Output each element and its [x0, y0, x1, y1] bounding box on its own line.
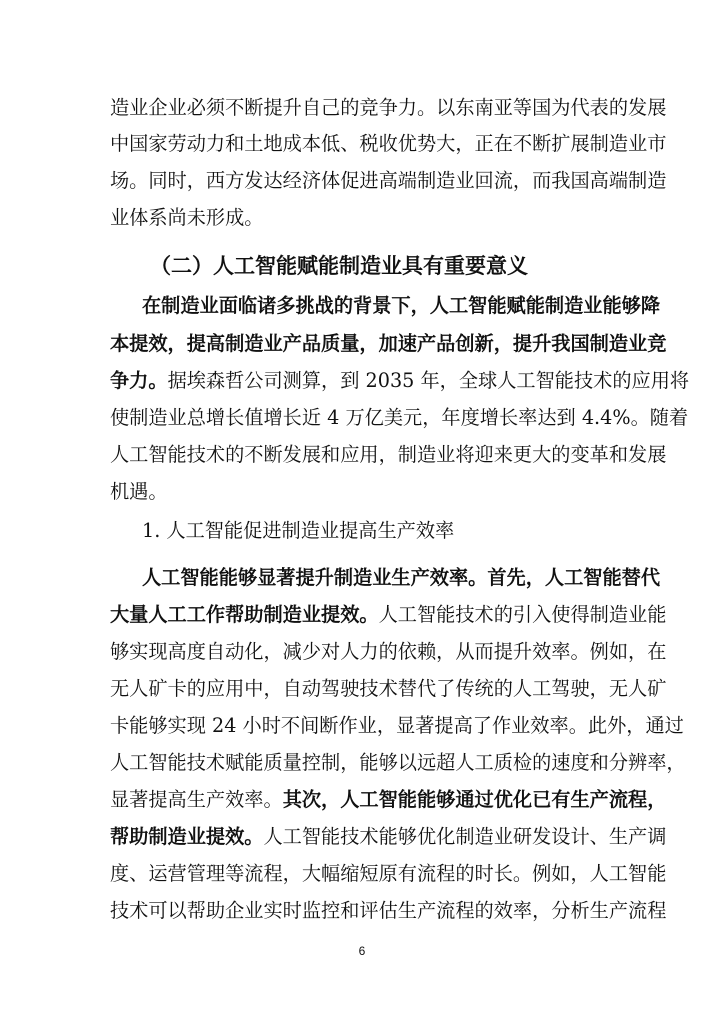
subsection-heading: 1. 人工智能促进制造业提高生产效率: [142, 519, 455, 542]
text-run: 显著提高生产效率。: [110, 788, 283, 811]
paragraph-line: 无人矿卡的应用中，自动驾驶技术替代了传统的人工驾驶，无人矿: [110, 677, 667, 700]
paragraph-line: 本提效，提高制造业产品质量，加速产品创新，提升我国制造业竞: [110, 332, 667, 355]
paragraph-line: 人工智能技术的不断发展和应用，制造业将迎来更大的变革和发展: [110, 443, 667, 466]
paragraph-line: 造业企业必须不断提升自己的竞争力。以东南亚等国为代表的发展: [110, 96, 667, 119]
bold-lead: 争力。: [110, 369, 168, 392]
paragraph-line: 够实现高度自动化，减少对人力的依赖，从而提升效率。例如，在: [110, 640, 667, 663]
text-run: 据埃森哲公司测算，到 2035 年，全球人工智能技术的应用将: [167, 369, 690, 392]
paragraph-line: 在制造业面临诸多挑战的背景下，人工智能赋能制造业能够降: [142, 294, 661, 317]
paragraph-line: 使制造业总增长值增长近 4 万亿美元，年度增长率达到 4.4%。随着: [110, 406, 689, 429]
text-run: 人工智能技术能够优化制造业研发设计、生产调: [263, 825, 667, 848]
paragraph-line: 卡能够实现 24 小时不间断作业，显著提高了作业效率。此外，通过: [110, 714, 684, 737]
paragraph-line: [110, 369, 690, 392]
text-run: 人工智能技术的引入使得制造业能: [378, 603, 667, 626]
bold-lead: 大量人工工作帮助制造业提效。: [110, 603, 379, 626]
page-number: 6: [358, 944, 366, 958]
paragraph-line: [110, 788, 667, 811]
paragraph-line: 技术可以帮助企业实时监控和评估生产流程的效率，分析生产流程: [110, 899, 667, 922]
paragraph-line: 场。同时，西方发达经济体促进高端制造业回流，而我国高端制造: [110, 169, 667, 192]
section-heading: （二）人工智能赋能制造业具有重要意义: [150, 254, 528, 278]
bold-run: 其次，人工智能能够通过优化已有生产流程，: [282, 788, 667, 811]
bold-lead: 帮助制造业提效。: [110, 825, 264, 848]
paragraph-line: 业体系尚未形成。: [110, 206, 264, 229]
paragraph-line: 度、运营管理等流程，大幅缩短原有流程的时长。例如，人工智能: [110, 862, 667, 885]
paragraph-line: 机遇。: [110, 480, 168, 503]
paragraph-line: 中国家劳动力和土地成本低、税收优势大，正在不断扩展制造业市: [110, 132, 667, 155]
paragraph-line: 人工智能技术赋能质量控制，能够以远超人工质检的速度和分辨率，: [110, 751, 686, 774]
paragraph-line: [110, 603, 667, 626]
paragraph-line: [110, 825, 667, 848]
paragraph-line: 人工智能能够显著提升制造业生产效率。首先，人工智能替代: [142, 566, 661, 589]
